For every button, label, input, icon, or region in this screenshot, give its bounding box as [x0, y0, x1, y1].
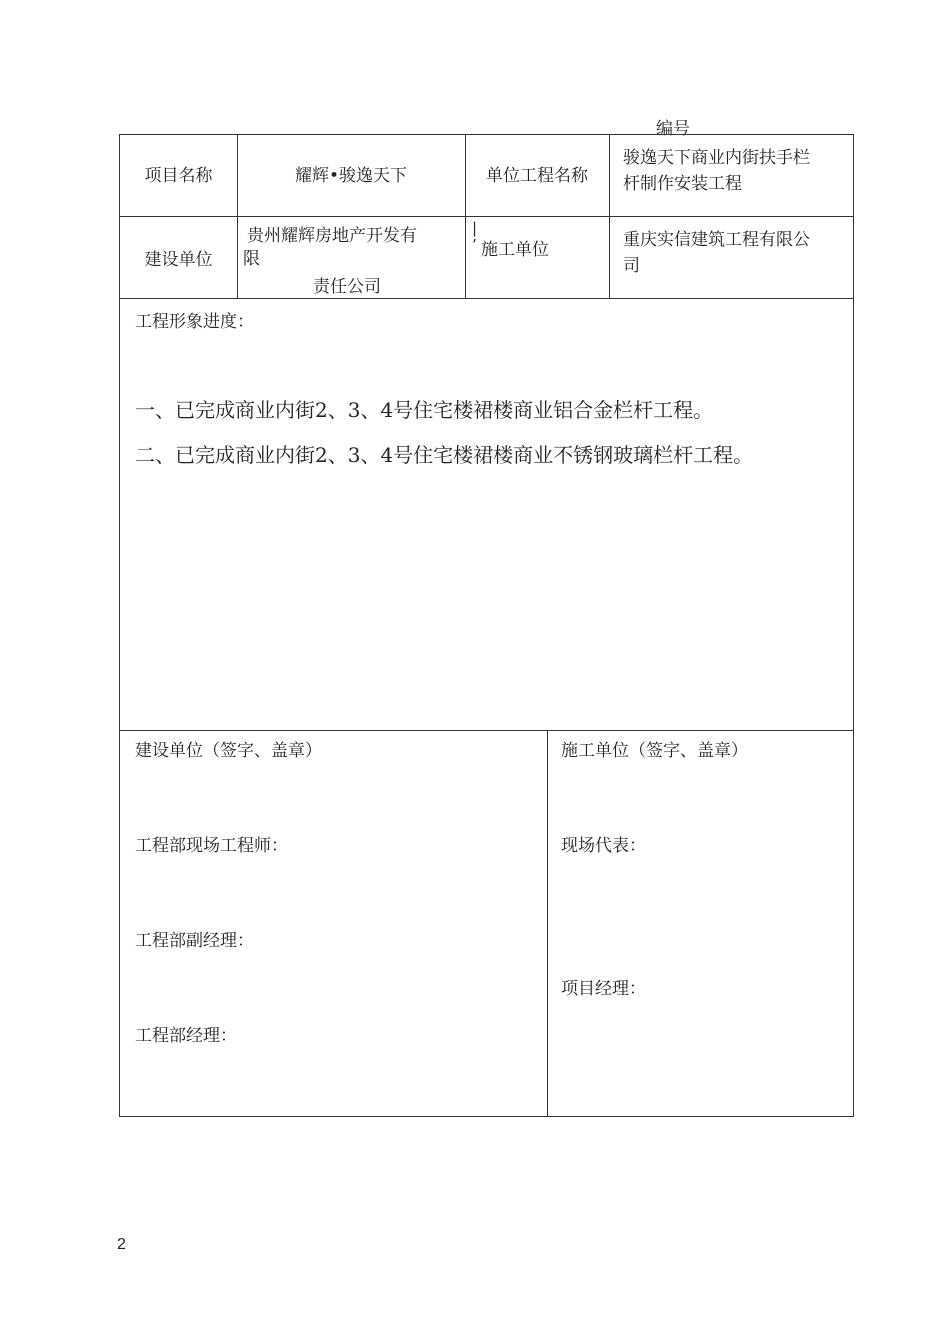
page-number: 2 — [117, 1236, 126, 1253]
project-name-value: 耀辉•骏逸天下 — [294, 165, 408, 186]
mark-apostrophe: ’ — [472, 236, 477, 254]
document-number-label: 编号 — [656, 119, 690, 139]
progress-section — [119, 298, 854, 731]
unit-project-value — [609, 135, 855, 216]
deputy-manager-label: 工程部副经理： — [135, 931, 254, 951]
site-rep-label: 现场代表： — [561, 836, 646, 856]
signature-section — [119, 730, 854, 1117]
contractor-signature-title: 施工单位（签字、盖章） — [561, 741, 748, 761]
progress-item-2: 二、已完成商业内街2、3、4号住宅楼裙楼商业不锈钢玻璃栏杆工程。 — [135, 443, 754, 467]
construction-unit-value — [237, 217, 465, 298]
construction-unit-label: 建设单位 — [144, 250, 213, 270]
progress-item-1: 一、已完成商业内街2、3、4号住宅楼裙楼商业铝合金栏杆工程。 — [135, 398, 714, 422]
contractor-value-line1: 重庆实信建筑工程有限公 — [623, 230, 810, 250]
construction-unit-value-line2: 限 — [243, 249, 260, 269]
project-name-label: 项目名称 — [144, 165, 213, 186]
unit-project-value-line1: 骏逸天下商业内街扶手栏 — [623, 148, 810, 168]
unit-project-value-line2: 杆制作安装工程 — [623, 174, 742, 194]
manager-label: 工程部经理： — [135, 1026, 237, 1046]
owner-signature-title: 建设单位（签字、盖章） — [135, 741, 322, 761]
contractor-value-line2: 司 — [623, 256, 640, 276]
construction-unit-value-line3: 责任公司 — [313, 277, 381, 297]
progress-label: 工程形象进度： — [135, 312, 254, 332]
table-row-units — [119, 216, 854, 299]
mark-bar: | — [472, 219, 478, 237]
table-row-project — [119, 134, 854, 217]
contractor-value — [609, 217, 855, 298]
project-manager-label: 项目经理： — [561, 979, 646, 999]
contractor-label: 施工单位 — [481, 240, 549, 260]
column-divider — [547, 731, 548, 1116]
site-engineer-label: 工程部现场工程师： — [135, 836, 288, 856]
contractor-label-cell — [465, 217, 609, 298]
construction-unit-value-line1: 贵州耀辉房地产开发有 — [247, 226, 417, 246]
unit-project-label: 单位工程名称 — [486, 165, 588, 186]
